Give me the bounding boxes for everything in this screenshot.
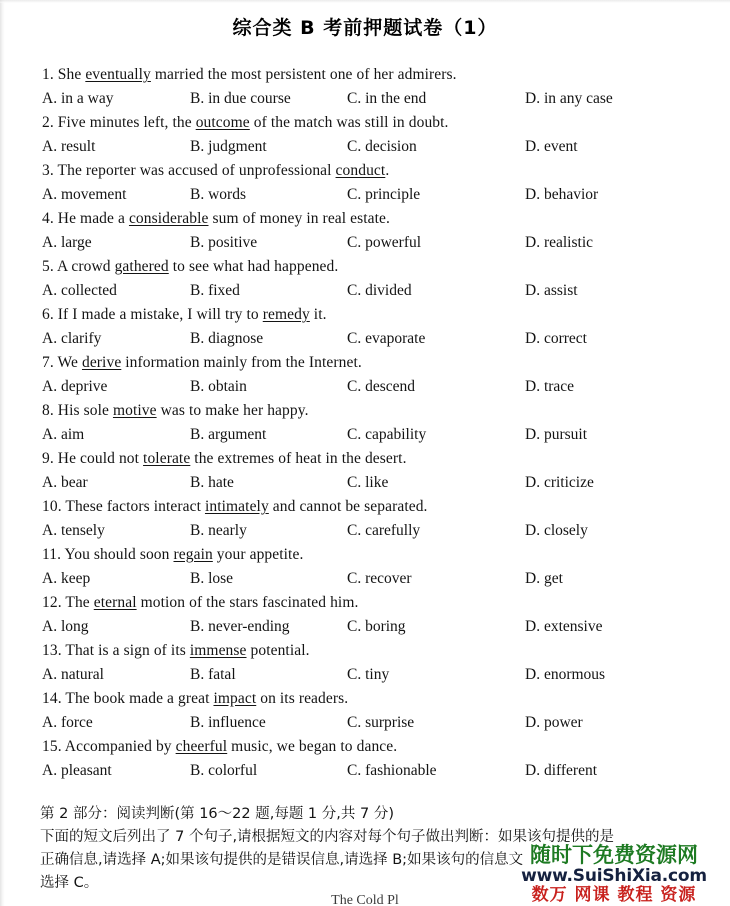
option-b[interactable]: B. fixed <box>190 282 240 299</box>
option-row <box>42 711 688 735</box>
question-stem-prefix: 6. If I made a mistake, I will try to <box>42 306 263 323</box>
question-stem-prefix: 5. A crowd <box>42 258 115 275</box>
option-c[interactable]: C. boring <box>347 618 406 635</box>
option-a[interactable]: A. tensely <box>42 522 105 539</box>
question-stem-suffix: music, we began to dance. <box>227 738 398 755</box>
question-key-word: eventually <box>85 66 151 83</box>
question-stem-suffix: and cannot be separated. <box>268 498 428 515</box>
question-stem-prefix: 9. He could not <box>42 450 144 467</box>
question-stem <box>42 351 688 375</box>
option-a[interactable]: A. movement <box>42 186 127 203</box>
section-2-line-3: 选择 C。 <box>40 875 99 891</box>
question-stem-suffix: of the match was still in doubt. <box>249 114 449 131</box>
section-2-heading: 第 2 部分：阅读判断(第 16～22 题,每题 1 分,共 7 分) <box>40 806 394 822</box>
question-stem-prefix: 8. His sole <box>42 402 113 419</box>
option-a[interactable]: A. clarify <box>42 330 102 347</box>
option-c[interactable]: C. evaporate <box>347 330 426 347</box>
question-stem-suffix: sum of money in real estate. <box>208 210 391 227</box>
question-stem-suffix: potential. <box>246 642 310 659</box>
question-stem <box>42 303 688 327</box>
question-stem <box>42 543 688 567</box>
question-stem-prefix: 7. We <box>42 354 82 371</box>
question-stem-suffix: motion of the stars fascinated him. <box>136 594 359 611</box>
option-d[interactable]: D. trace <box>525 378 575 395</box>
option-row <box>42 87 688 111</box>
option-c[interactable]: C. principle <box>347 186 421 203</box>
question-key-word: gathered <box>114 258 169 275</box>
question-stem <box>42 687 688 711</box>
question-stem-prefix: 10. These factors interact <box>42 498 205 515</box>
option-d[interactable]: D. power <box>525 714 583 731</box>
option-row <box>42 663 688 687</box>
option-row <box>42 279 688 303</box>
option-b[interactable]: B. nearly <box>190 522 247 539</box>
question-stem-suffix: married the most persistent one of her admirers. <box>150 66 457 83</box>
option-a[interactable]: A. collected <box>42 282 117 299</box>
question-stem <box>42 111 688 135</box>
option-row <box>42 471 688 495</box>
option-row <box>42 135 688 159</box>
question-stem-prefix: 2. Five minutes left, the <box>42 114 196 131</box>
question-stem-suffix: your appetite. <box>212 546 304 563</box>
question-stem-prefix: 3. The reporter was accused of unprofessional <box>42 162 336 179</box>
question-stem-prefix: 13. That is a sign of its <box>42 642 190 659</box>
option-d[interactable]: D. pursuit <box>525 426 587 443</box>
option-c[interactable]: C. descend <box>347 378 416 395</box>
question-stem <box>42 399 688 423</box>
question-stem-prefix: 1. She <box>42 66 86 83</box>
option-row <box>42 375 688 399</box>
scan-edge-top <box>0 0 730 3</box>
section-2-line-1: 下面的短文后列出了 7 个句子,请根据短文的内容对每个句子做出判断：如果该句提供的是 <box>40 829 615 845</box>
question-stem-suffix: to see what had happened. <box>168 258 339 275</box>
question-stem-prefix: 14. The book made a great <box>42 690 214 707</box>
option-c[interactable]: C. capability <box>347 426 427 443</box>
question-key-word: intimately <box>204 498 269 515</box>
question-stem <box>42 159 688 183</box>
question-key-word: derive <box>81 354 122 371</box>
questions-list <box>42 63 688 783</box>
option-a[interactable]: A. pleasant <box>42 762 112 779</box>
question-stem <box>42 207 688 231</box>
option-d[interactable]: D. get <box>525 570 563 587</box>
question-stem-prefix: 15. Accompanied by <box>42 738 176 755</box>
option-b[interactable]: B. diagnose <box>190 330 264 347</box>
question-stem <box>42 735 688 759</box>
option-row <box>42 183 688 207</box>
option-c[interactable]: C. recover <box>347 570 412 587</box>
option-a[interactable]: A. result <box>42 138 96 155</box>
watermark-line-3: 数万 网课 教程 资源 <box>531 885 697 905</box>
question-stem-suffix: on its readers. <box>256 690 349 707</box>
option-c[interactable]: C. like <box>347 474 389 491</box>
question-stem-prefix: 11. You should soon <box>42 546 174 563</box>
question-key-word: conduct <box>335 162 386 179</box>
question-key-word: motive <box>112 402 157 419</box>
option-d[interactable]: D. criticize <box>525 474 594 491</box>
option-row <box>42 423 688 447</box>
question-key-word: impact <box>213 690 257 707</box>
option-c[interactable]: C. divided <box>347 282 412 299</box>
option-row <box>42 327 688 351</box>
page-title: 综合类 B 考前押题试卷（1） <box>232 17 498 39</box>
question-stem <box>42 495 688 519</box>
option-c[interactable]: C. surprise <box>347 714 415 731</box>
option-row <box>42 519 688 543</box>
question-key-word: considerable <box>128 210 209 227</box>
option-a[interactable]: A. natural <box>42 666 104 683</box>
option-d[interactable]: D. enormous <box>525 666 606 683</box>
question-stem <box>42 639 688 663</box>
option-d[interactable]: D. assist <box>525 282 578 299</box>
option-a[interactable]: A. long <box>42 618 89 635</box>
question-stem-suffix: it. <box>309 306 327 323</box>
option-d[interactable]: D. closely <box>525 522 588 539</box>
option-b[interactable]: B. judgment <box>190 138 267 155</box>
option-a[interactable]: A. deprive <box>42 378 108 395</box>
option-a[interactable]: A. aim <box>42 426 85 443</box>
question-stem-suffix: the extremes of heat in the desert. <box>190 450 407 467</box>
question-stem <box>42 591 688 615</box>
option-b[interactable]: B. obtain <box>190 378 247 395</box>
question-stem-suffix: was to make her happy. <box>156 402 309 419</box>
scan-edge-left <box>0 0 5 906</box>
question-key-word: regain <box>173 546 213 563</box>
question-stem <box>42 255 688 279</box>
watermark <box>498 845 730 906</box>
option-d[interactable]: D. different <box>525 762 598 779</box>
option-a[interactable]: A. force <box>42 714 93 731</box>
option-c[interactable]: C. decision <box>347 138 417 155</box>
passage-title: The Cold Pl <box>331 893 399 906</box>
section-2-line-2: 正确信息,请选择 A;如果该句提供的是错误信息,请选择 B;如果该句的信息文 <box>40 852 524 868</box>
question-key-word: eternal <box>93 594 137 611</box>
option-row <box>42 231 688 255</box>
option-b[interactable]: B. words <box>190 186 246 203</box>
option-d[interactable]: D. behavior <box>525 186 599 203</box>
question-key-word: remedy <box>262 306 310 323</box>
option-d[interactable]: D. realistic <box>525 234 594 251</box>
watermark-line-2: www.SuiShiXia.com <box>521 866 707 886</box>
option-b[interactable]: B. hate <box>190 474 234 491</box>
option-d[interactable]: D. correct <box>525 330 587 347</box>
question-key-word: cheerful <box>175 738 228 755</box>
question-key-word: tolerate <box>143 450 191 467</box>
option-a[interactable]: A. bear <box>42 474 88 491</box>
option-b[interactable]: B. positive <box>190 234 258 251</box>
question-stem-suffix: . <box>385 162 390 179</box>
option-c[interactable]: C. powerful <box>347 234 422 251</box>
option-b[interactable]: B. fatal <box>190 666 236 683</box>
question-key-word: outcome <box>195 114 250 131</box>
option-a[interactable]: A. large <box>42 234 92 251</box>
question-stem-suffix: information mainly from the Internet. <box>121 354 362 371</box>
option-a[interactable]: A. in a way <box>42 90 114 107</box>
option-a[interactable]: A. keep <box>42 570 91 587</box>
option-d[interactable]: D. extensive <box>525 618 603 635</box>
watermark-line-1: 随时下免费资源网 <box>530 843 698 867</box>
option-b[interactable]: B. lose <box>190 570 234 587</box>
option-b[interactable]: B. colorful <box>190 762 258 779</box>
option-row <box>42 759 688 783</box>
option-d[interactable]: D. event <box>525 138 578 155</box>
option-b[interactable]: B. in due course <box>190 90 291 107</box>
question-stem <box>42 63 688 87</box>
question-stem-prefix: 12. The <box>42 594 94 611</box>
question-key-word: immense <box>189 642 247 659</box>
option-row <box>42 615 688 639</box>
option-c[interactable]: C. tiny <box>347 666 390 683</box>
option-c[interactable]: C. in the end <box>347 90 427 107</box>
option-b[interactable]: B. argument <box>190 426 267 443</box>
option-c[interactable]: C. carefully <box>347 522 421 539</box>
option-c[interactable]: C. fashionable <box>347 762 437 779</box>
question-stem <box>42 447 688 471</box>
option-b[interactable]: B. never-ending <box>190 618 290 635</box>
option-d[interactable]: D. in any case <box>525 90 613 107</box>
option-b[interactable]: B. influence <box>190 714 266 731</box>
question-stem-prefix: 4. He made a <box>42 210 129 227</box>
option-row <box>42 567 688 591</box>
